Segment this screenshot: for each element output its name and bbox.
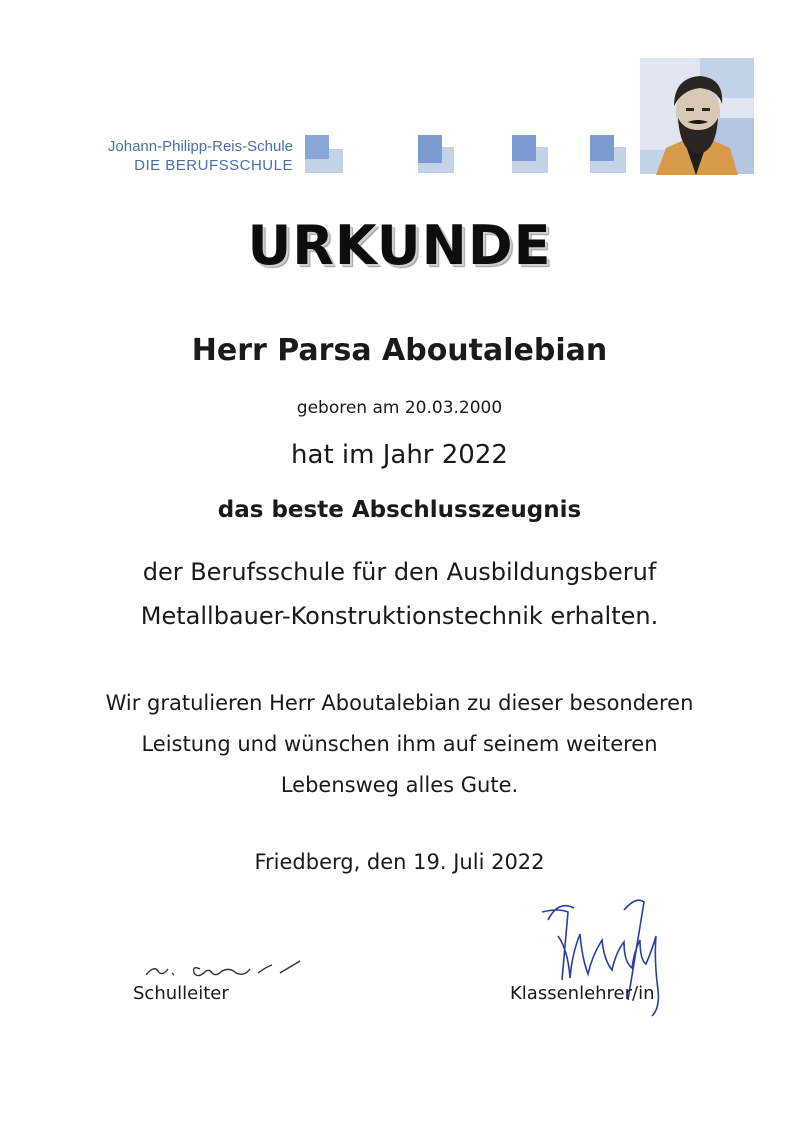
recipient-name: Herr Parsa Aboutalebian	[191, 333, 608, 368]
place-and-date: Friedberg, den 19. Juli 2022	[254, 850, 545, 874]
award-description-line2: Metallbauer-Konstruktionstechnik erhalten.	[140, 602, 659, 630]
logo-square-3	[512, 135, 548, 173]
logo-square-4	[590, 135, 626, 173]
congratulations-text	[0, 683, 799, 806]
signature-label-principal: Schulleiter	[133, 983, 229, 1004]
award-description	[0, 550, 799, 638]
congratulations-line3: Lebensweg alles Gute.	[280, 773, 519, 797]
award-title: das beste Abschlusszeugnis	[217, 497, 582, 523]
logo-square-1	[305, 135, 343, 173]
signature-teacher	[528, 890, 678, 1030]
school-name-line2: DIE BERUFSSCHULE	[134, 157, 293, 174]
school-name	[108, 137, 293, 175]
award-year: hat im Jahr 2022	[291, 440, 508, 470]
signature-label-teacher: Klassenlehrer/in	[510, 983, 655, 1004]
congratulations-line2: Leistung und wünschen ihm auf seinem weiteren	[141, 732, 658, 756]
school-name-line1: Johann-Philipp-Reis-Schule	[107, 138, 293, 155]
certificate-title: URKUNDE	[247, 214, 552, 277]
portrait-icon	[638, 60, 754, 175]
birth-date: geboren am 20.03.2000	[296, 398, 503, 418]
logo-square-2	[418, 135, 454, 173]
award-description-line1: der Berufsschule für den Ausbildungsberuf	[142, 558, 657, 586]
congratulations-line1: Wir gratulieren Herr Aboutalebian zu dieser besonderen	[105, 691, 694, 715]
